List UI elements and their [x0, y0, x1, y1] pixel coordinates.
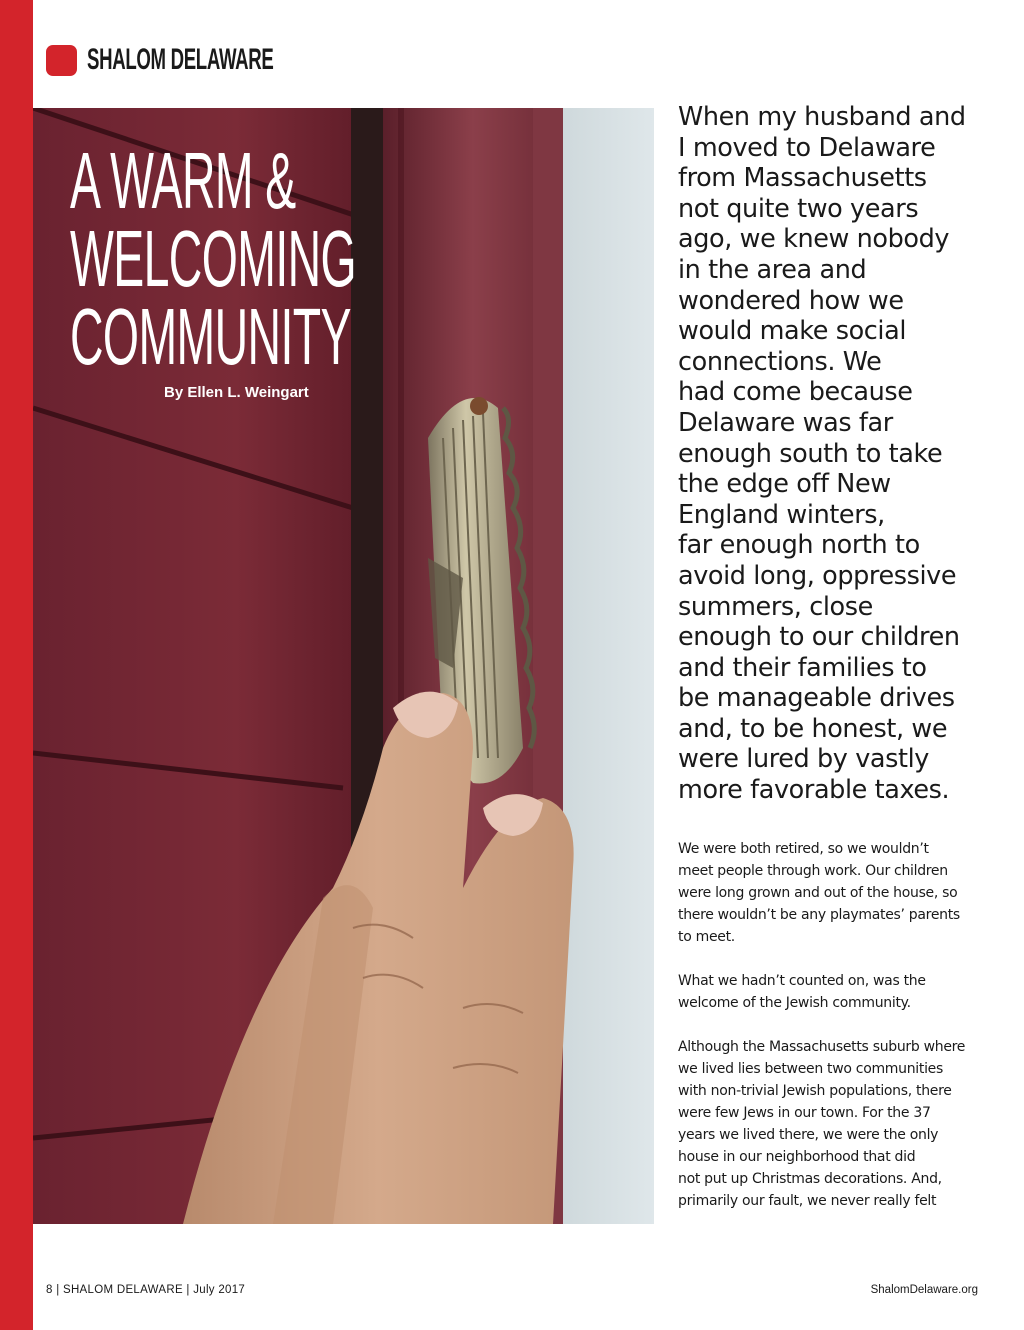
body-line: Although the Massachusetts suburb where: [678, 1039, 966, 1055]
lead-line: enough south to take: [678, 438, 943, 469]
headline-line: WELCOMING: [70, 214, 357, 303]
headline-line: A WARM &: [70, 136, 296, 225]
lead-line: wondered how we: [678, 285, 904, 316]
body-line: were long grown and out of the house, so: [678, 885, 958, 901]
footer-page-info: 8 | SHALOM DELAWARE | July 2017: [46, 1284, 246, 1296]
logo-square-icon: [46, 45, 77, 76]
headline-line: COMMUNITY: [70, 292, 351, 381]
lead-line: from Massachusetts: [678, 163, 927, 194]
body-line: What we hadn’t counted on, was the: [678, 973, 926, 989]
body-line: years we lived there, we were the only: [678, 1127, 939, 1143]
lead-line: summers, close: [678, 591, 873, 622]
lead-line: were lured by vastly: [678, 744, 929, 775]
body-line: primarily our fault, we never really felt: [678, 1193, 937, 1209]
body-line: welcome of the Jewish community.: [678, 995, 911, 1011]
body-line: We were both retired, so we wouldn’t: [678, 841, 929, 857]
body-line: not put up Christmas decorations. And,: [678, 1171, 942, 1187]
body-line: with non-trivial Jewish populations, there: [678, 1083, 952, 1099]
article-headline: [70, 136, 357, 381]
lead-line: in the area and: [678, 254, 867, 285]
lead-line: and, to be honest, we: [678, 713, 948, 744]
body-line: meet people through work. Our children: [678, 863, 948, 879]
lead-line: connections. We: [678, 346, 882, 377]
article-lead-paragraph: [678, 102, 998, 806]
body-line: house in our neighborhood that did: [678, 1149, 916, 1165]
lead-line: England winters,: [678, 499, 885, 530]
article-paragraph-3: [678, 1036, 988, 1212]
lead-line: enough to our children: [678, 622, 960, 653]
magazine-name: SHALOM DELAWARE: [87, 43, 274, 76]
body-line: to meet.: [678, 929, 735, 945]
body-line: we lived lies between two communities: [678, 1061, 943, 1077]
body-line: were few Jews in our town. For the 37: [678, 1105, 931, 1121]
lead-line: I moved to Delaware: [678, 132, 936, 163]
lead-line: not quite two years: [678, 193, 919, 224]
lead-line: Delaware was far: [678, 407, 893, 438]
accent-sidebar-bar: [0, 0, 33, 1330]
lead-line: be manageable drives: [678, 683, 955, 714]
magazine-logo: [46, 44, 388, 76]
body-line: there wouldn’t be any playmates’ parents: [678, 907, 960, 923]
article-paragraph-2: [678, 970, 988, 1014]
footer-website: ShalomDelaware.org: [870, 1284, 978, 1296]
lead-line: ago, we knew nobody: [678, 224, 950, 255]
lead-line: more favorable taxes.: [678, 775, 950, 806]
article-paragraph-1: [678, 838, 988, 948]
lead-line: avoid long, oppressive: [678, 560, 957, 591]
lead-line: and their families to: [678, 652, 927, 683]
lead-line: would make social: [678, 316, 907, 347]
lead-line: had come because: [678, 377, 913, 408]
lead-line: the edge off New: [678, 469, 891, 500]
article-byline: By Ellen L. Weingart: [164, 384, 309, 401]
lead-line: far enough north to: [678, 530, 920, 561]
lead-line: When my husband and: [678, 102, 966, 132]
